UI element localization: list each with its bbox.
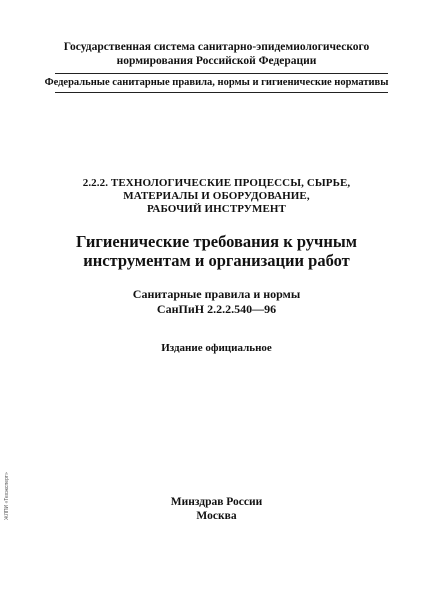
header-rule-bottom: [55, 92, 388, 93]
edition-label: [0, 342, 433, 355]
category-line-1: 2.2.2. ТЕХНОЛОГИЧЕСКИЕ ПРОЦЕССЫ, СЫРЬЕ,: [82, 177, 351, 189]
header-line-1: Государственная система санитарно-эпидемиологического: [63, 41, 370, 53]
title-line-1: Гигиенические требования к ручным: [75, 232, 357, 251]
header-line-2: нормирования Российской Федерации: [116, 55, 317, 67]
publisher-block: [0, 495, 433, 523]
edition-text: Издание официальное: [161, 342, 272, 354]
header-line-3: Федеральные санитарные правила, нормы и гигиенические нормативы: [44, 77, 389, 88]
document-type-line-1: Санитарные правила и нормы: [132, 287, 301, 301]
side-watermark: ЖЛПИ «Техэксперт»: [4, 472, 10, 520]
publisher-name: Минздрав России: [170, 496, 263, 508]
publisher-city: Москва: [196, 510, 237, 522]
document-code: СанПиН 2.2.2.540—96: [156, 302, 277, 316]
header-system-title: [0, 40, 433, 68]
category-heading: [0, 177, 433, 216]
category-line-3: РАБОЧИЙ ИНСТРУМЕНТ: [147, 203, 286, 215]
category-line-2: МАТЕРИАЛЫ И ОБОРУДОВАНИЕ,: [123, 190, 310, 202]
document-title: [0, 232, 433, 270]
header-subtitle: [0, 76, 433, 90]
header-rule-top: [55, 73, 388, 74]
title-line-2: инструментам и организации работ: [83, 251, 350, 270]
document-type: [0, 287, 433, 317]
